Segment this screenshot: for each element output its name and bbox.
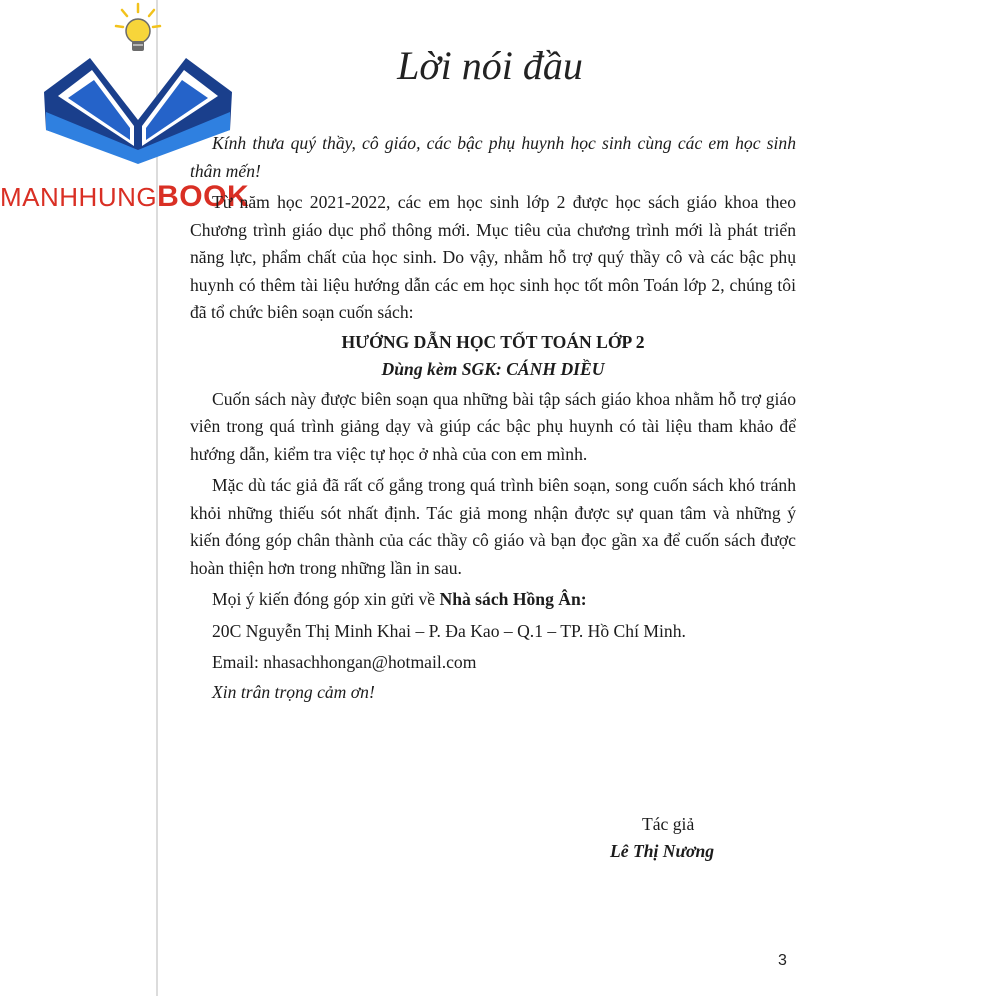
contact-address: 20C Nguyễn Thị Minh Khai – P. Đa Kao – Q.1 – TP. Hồ Chí Minh. xyxy=(212,620,686,641)
signature-role: Tác giả xyxy=(642,814,695,834)
purpose-paragraph: Cuốn sách này được biên soạn qua những bài tập sách giáo khoa nhằm hỗ trợ giáo viên trong quá trình giảng dạy và giúp các bậc phụ huynh có tài liệu tham khảo để hướng dẫn, kiểm tra việc tự học ở nhà của con em mình. xyxy=(190,388,796,464)
brand-text-left: MANHHUNG xyxy=(0,182,158,212)
apology-paragraph: Mặc dù tác giả đã rất cố gắng trong quá trình biên soạn, song cuốn sách khó tránh khỏi những thiếu sót nhất định. Tác giả mong nhận được sự quan tâm và những ý kiến đóng góp chân thành của các thầy cô giáo và bạn đọc gần xa để cuốn sách được hoàn thiện hơn trong những lần in sau. xyxy=(190,475,796,578)
contact-lead: Mọi ý kiến đóng góp xin gửi về xyxy=(212,589,440,609)
publisher-name: Nhà sách Hồng Ân: xyxy=(439,589,587,609)
preface-body xyxy=(190,130,796,706)
book-title: HƯỚNG DẪN HỌC TỐT TOÁN LỚP 2 xyxy=(341,331,645,352)
page-number: 3 xyxy=(778,952,787,969)
brand-text-right: BOOK xyxy=(157,180,250,213)
intro-paragraph: Từ năm học 2021-2022, các em học sinh lớp 2 được học sách giáo khoa theo Chương trình giáo dục phổ thông mới. Mục tiêu của chương trình mới là phát triển năng lực, phẩm chất của học sinh. Do vậy, nhằm hỗ trợ quý thầy cô và các bậc phụ huynh có thêm tài liệu hướng dẫn các em học sinh học tốt môn Toán lớp 2, chúng tôi đã tổ chức biên soạn cuốn sách: xyxy=(190,192,796,322)
greeting: Kính thưa quý thầy, cô giáo, các bậc phụ huynh học sinh cùng các em học sinh thân mến! xyxy=(190,133,796,181)
book-subtitle: Dùng kèm SGK: CÁNH DIỀU xyxy=(381,359,605,379)
signature-block xyxy=(560,814,800,862)
contact-line xyxy=(190,586,796,614)
signature-name: Lê Thị Nương xyxy=(610,841,715,861)
thanks-line: Xin trân trọng cảm ơn! xyxy=(212,681,375,702)
page-title: Lời nói đầu xyxy=(397,43,583,88)
contact-email: Email: nhasachhongan@hotmail.com xyxy=(212,652,477,672)
